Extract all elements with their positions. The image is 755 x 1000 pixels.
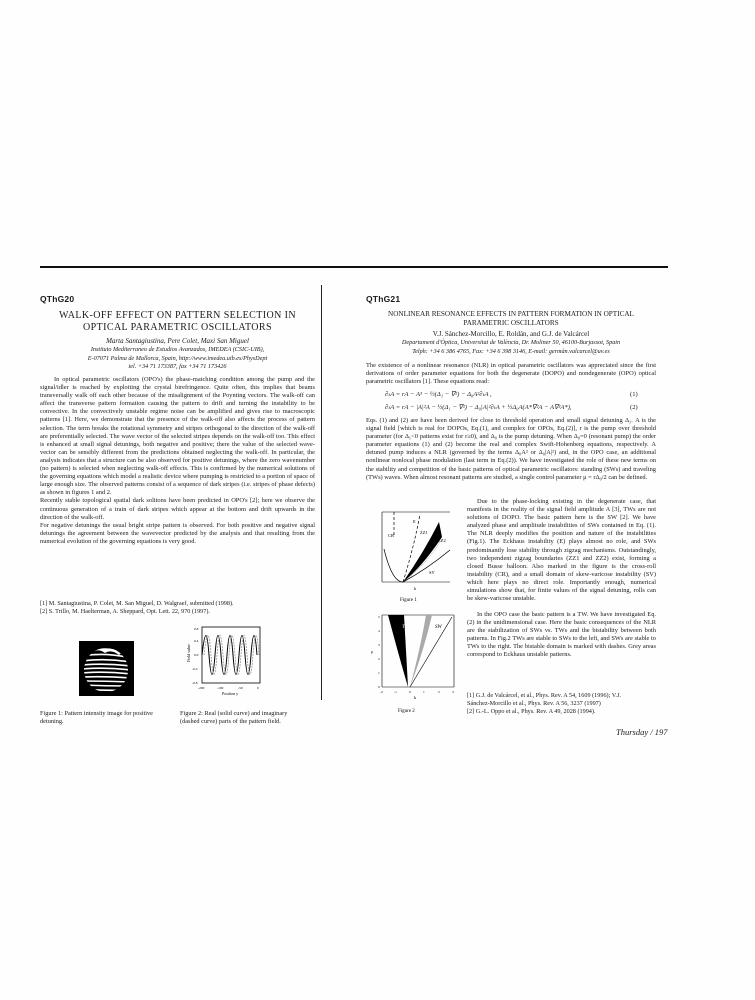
authors-left: Marta Santagiustina, Pere Colet, Maxi San Miguel [106,337,249,345]
column-divider [321,285,322,700]
label-e: E [413,519,416,524]
affiliation-line-2: Telph: +34 6 386 4765, Fax: +34 6 398 3146, E-mail: germán.valcarcel@uv.es [412,347,610,355]
figure2-caption-left: Figure 2: Real (solid curve) and imaginary (dashed curve) parts of the pattern field. [180,710,288,725]
x-axis-label: k [414,695,417,700]
stability-diagram-figure1 [362,507,462,602]
y-tick: 5 [378,615,380,619]
equation-2-number: (2) [630,404,638,411]
reference: [1] M. Santagiustina, P. Colet, M. San Miguel, D. Walgraef, submitted (1998). [40,600,234,607]
paragraph: For negative detunings the usual bright stripe pattern is observed. For both positive and negative signal detunings the agreement between the wavevector predicted by the analysis and that resulting from the numerical evolution of the governing equations is very good. [40,521,315,545]
title-line-2: PARAMETRIC OSCILLATORS [463,319,559,327]
abstract-body-left [40,376,315,546]
figure1-caption-left: Figure 1: Pattern intensity image for positive detuning. [40,710,153,725]
equation-2: ∂ₜA = rA − |A|²A − ½(Δ₁ − ∇²) − Δ₀|A|²∂ₜA + ½Δ₀A(A*∇²A − A∇²A*), [385,404,572,411]
pattern-intensity-image [79,641,134,696]
y-tick: 2 [378,657,380,661]
opo-paragraph: In the OPO case the basic pattern is a TW. We have investigated Eq.(2) in the unidimensional case. Here the basic consequences of the NLR are the stabilization of SWs vs. TWs and the bistability between both patterns. In Fig.2 TWs are stable to SWs to the left, and SWs are stable to TWs to the right. The bistable domain is marked with dashes. Grey areas correspond to Eckhaus unstable patterns. [467,611,656,659]
y-tick: 0.4 [194,639,199,643]
label-sv: SV [429,570,435,575]
field-plot [180,624,265,702]
x-tick: -50 [238,686,243,690]
y-tick: 0.8 [194,627,199,631]
reference: [1] G.J. de Valcárcel, et al., Phys. Rev. A 54, 1609 (1996); V.J. [467,692,621,699]
affiliation-line-2: E-07071 Palma de Mallorca, Spain, http://www.imedea.uib.es/PhysDept [87,354,268,362]
label-cr: CR [388,533,395,538]
after-equations-right: Eqs. (1) and (2) are have been derived for close to threshold operation and small signal detuning Δ₁. A is the signal field [which is real for DOPOs, Eq.(1), and complex for OPOs, Eq.(2)], r is the pump over threshold parameter (for Δ₁<0 patterns exist for r≥0), and Δ₀ is the pump detuning. When Δ₀=0 (resonant pump) the order parameter equations (1) and (2) become the real and complex Swift-Hohenberg equations, respectively. A detuned pump induces a NLR (governed by the terms Δ₀A² or Δ₀|A|²) and, in the OPO case, an additional nonlinear nonlocal phase modulation (last term in Eq.(2)). We have investigated the role of these new terms on the stability and competition of the basic patterns of optical parametric oscillators: standing (SWs) and traveling (TWs) waves. When almost resonant patterns are studied, a single control parameter μ = rΔ₀/2 can be defined. [366,417,656,481]
y-tick: 1 [378,671,380,675]
dopo-paragraph: Due to the phase-locking existing in the degenerate case, that manifests in the reality of the signal field amplitude A [3], TWs are not solutions of DOPO. The basic pattern here is the SW [2]. We have analyzed phase and amplitude instabilities of SWs contained in Eq. (1). The NLR deeply modifies the position and nature of the instabilities (Fig.1). The Eckhaus instability (E) plays almost no role, and SWs predominantly lose stability through zigzag mechanisms. Outstandingly, two independent zigzag boundaries (ZZ1 and ZZ2) exist, forming a closed Busse balloon. Also marked in the figure is the cross-roll instability (CR), and a small domain of skew-varicose instability (SV) which here plays no direct role. Importantly enough, numerical simulations show that, for finite values of the signal detuning, rolls can be skew-varicose unstable. [467,498,656,603]
x-tick: 0 [257,686,259,690]
y-tick: 4 [378,629,380,633]
x-tick: 2 [438,690,440,694]
page-footer: Thursday / 197 [616,727,668,737]
equation-1-number: (1) [630,391,638,398]
label-zz1: ZZ1 [420,530,428,535]
x-tick: 0 [409,690,411,694]
affiliation-right [366,339,656,356]
label-zz2: ZZ2 [438,538,446,543]
x-tick: 1 [423,690,425,694]
abstract-code-right: QThG21 [366,294,401,304]
title-line-2: OPTICAL PARAMETRIC OSCILLATORS [83,322,272,333]
x-tick: -2 [380,690,383,694]
y-tick: -0.4 [192,667,198,671]
y-tick: 0.0 [194,653,199,657]
horizontal-rule [40,266,668,268]
reference: [2] S. Trillo, M. Haelterman, A. Sheppard, Opt. Lett. 22, 970 (1997). [40,608,210,615]
abstract-title-right [366,310,656,328]
paragraph: In optical parametric oscillators (OPO's) the phase-matching condition among the pump and the signal/idler is reached by exploiting the crystal birefringence. Quite often, this implies that beams transversally walk off each other because of the misalignment of the Poynting vectors. The walk-off can affect the transverse pattern formation causing the pattern to drift and turning the instability to be convective. In the convectively unstable regime noise can be amplified and gives rise to macroscopic patterns [1]. Here, we demonstrate that the presence of the walk-off also affects the process of pattern selection. The term breaks the rotational symmetry and stripes orthogonal to the direction of the walk-off are preferentially selected. The wave vector of the selected stripes depends on the walk-off too. This effect is enhanced at small signal detunings, both negative and positive; there the value of the selected wave-vector can be sensibly different from the predictions obtained neglecting the walk-off. In particular, the analysis indicates that a structure can be also observed for positive detunings, where the zero wavenumber (no pattern) is selected when neglecting walk-off effects. This is confirmed by the numerical solutions of the governing equations which model a realistic device where pumping is restricted to a portion of space of large enough size. The observed patterns consist of a sequence of dark stripes (i.e. stripes of phase defects) as shown in figures 1 and 2. [40,376,315,497]
affiliation-line-3: tel. +34 71 173387, fax +34 71 173426 [128,363,227,370]
x-tick: -100 [217,686,224,690]
y-axis-label: μ [371,649,374,654]
y-tick: -0.8 [192,681,198,685]
figure2-caption-right: Figure 2 [398,709,415,714]
y-axis-label: Field value [186,644,191,662]
authors-right: V.J. Sánchez-Morcillo, E. Roldán, and G.J. de Valcárcel [432,330,590,338]
abstract-code-left: QThG20 [40,294,75,304]
label-tw: TW [402,625,409,630]
title-line-1: WALK-OFF EFFECT ON PATTERN SELECTION IN [58,310,296,321]
stability-diagram-figure2 [362,610,462,715]
label-sw: SW [435,625,442,630]
paragraph: Recently stable topological spatial dark solitons have been predicted in OPO's [2]; here we observe the continuous generation of a train of dark stripes which appear at the bottom and drift upwards in the direction of the walk-off. [40,497,315,521]
references-left [40,600,234,616]
y-tick: 0 [378,685,380,689]
affiliation-line-1: Departament d'Òptica, Universitat de València, Dr. Moliner 50, 46100-Burjassot, Spain [401,339,621,346]
equation-1: ∂ₜA = rA − A³ − ½(Δ₁ − ∇²) − Δ₀A²∂ₜA , [385,391,492,398]
x-tick: -1 [394,690,397,694]
affiliation-left [40,346,315,372]
intro-right: The existence of a nonlinear resonance (NLR) in optical parametric oscillators was appreciated since the first derivations of order parameter equations for both the degenerate (DOPO) and nondegenerate (OPO) optical parametric oscillators [1]. These equations read: [366,362,656,386]
x-axis-label: Position y [222,691,239,696]
x-axis-label: k [414,586,417,591]
affiliation-line-1: Instituto Mediterraneo de Estudios Avanzados, IMEDEA (CSIC-UIB), [90,346,265,353]
references-right [467,692,621,716]
x-tick: 3 [452,690,454,694]
reference: Sánchez-Morcillo et al., Phys. Rev. A 56, 3237 (1997) [467,700,601,707]
figure1-caption-right: Figure 1 [400,598,417,602]
title-line-1: NONLINEAR RESONANCE EFFECTS IN PATTERN FORMATION IN OPTICAL [388,310,634,318]
reference: [2] G.-L. Oppo et al., Phys. Rev. A 49, 2028 (1994). [467,708,596,715]
y-tick: 3 [378,643,380,647]
x-tick: -200 [198,686,205,690]
abstract-title-left [40,310,315,334]
